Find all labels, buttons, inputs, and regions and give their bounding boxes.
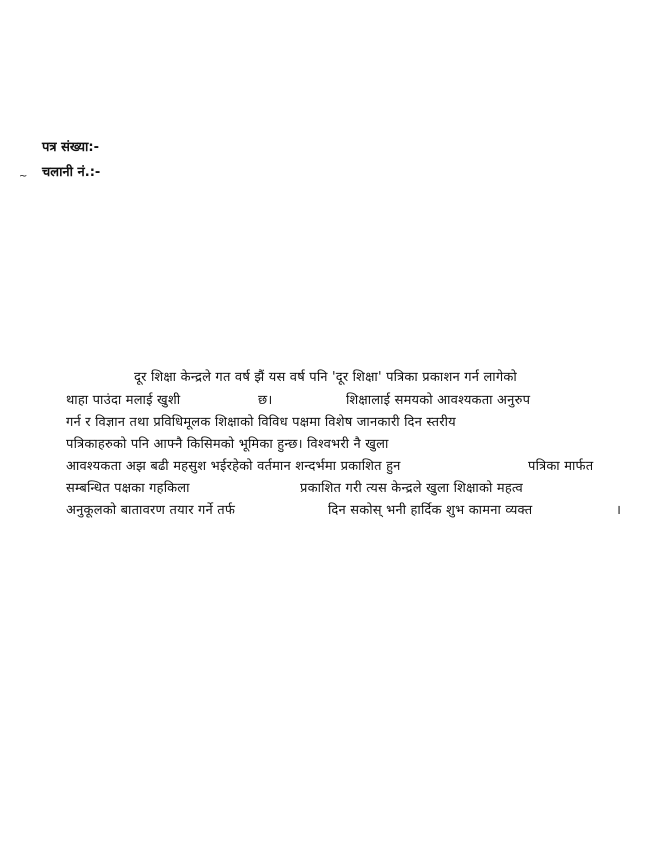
body-line-6-part-a: सम्बन्धित पक्षका गहकिला [66, 481, 190, 496]
body-line-7-part-b: दिन सकोस् भनी हार्दिक शुभ कामना व्यक्त [328, 503, 533, 518]
body-line-4: पत्रिकाहरुको पनि आफ्नै किसिमको भूमिका हुन्छ। विश्वभरी नै खुला [66, 437, 389, 452]
body-line-2-part-c: शिक्षालाई समयको आवश्यकता अनुरुप [346, 393, 531, 408]
chalani-number-label: चलानी नं.:- [42, 165, 101, 180]
body-line-7-end-mark: । [616, 503, 622, 518]
body-line-7-part-a: अनुकूलको बातावरण तयार गर्ने तर्फ [66, 503, 236, 518]
body-line-2-part-b: छ। [258, 393, 273, 408]
patra-sankhya-label: पत्र संख्या:- [42, 140, 99, 155]
body-line-1: दूर शिक्षा केन्द्रले गत वर्ष झैं यस वर्ष पनि 'दूर शिक्षा' पत्रिका प्रकाशन गर्न लागेको [134, 370, 517, 385]
body-line-3: गर्न र विज्ञान तथा प्रविधिमूलक शिक्षाको विविध पक्षमा विशेष जानकारी दिन स्तरीय [66, 415, 456, 430]
body-line-6-part-b: प्रकाशित गरी त्यस केन्द्रले खुला शिक्षाको महत्व [300, 481, 523, 496]
body-line-2-part-a: थाहा पाउंदा मलाई खुशी [66, 393, 181, 408]
margin-mark: ~ [19, 171, 28, 182]
body-line-5-part-b: पत्रिका मार्फत [528, 459, 594, 474]
body-line-5-part-a: आवश्यकता अझ बढी महसुश भईरहेको वर्तमान शन्दर्भमा प्रकाशित हुन [66, 459, 401, 474]
